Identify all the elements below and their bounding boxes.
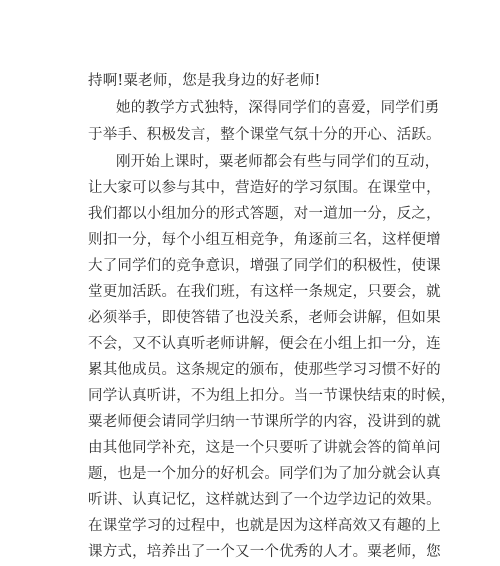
text-line: 题，也是一个加分的好机会。同学们为了加分就会认真 (88, 466, 441, 482)
text-line: 于举手、积极发言，整个课堂气氛十分的开心、活跃。 (88, 127, 441, 143)
text-line: 必须举手，即使答错了也没关系，老师会讲解，但如果 (88, 310, 441, 326)
text-line: 则扣一分，每个小组互相竞争，角逐前三名，这样便增 (88, 232, 441, 248)
text-line: 大了同学们的竞争意识，增强了同学们的积极性，使课 (88, 258, 441, 274)
text-line: 持啊!粟老师，您是我身边的好老师! (88, 73, 321, 89)
text-line: 累其他成员。这条规定的颁布，使那些学习习惯不好的 (88, 362, 441, 378)
paragraph-first-line: 刚开始上课时，粟老师都会有些与同学们的互动， (116, 154, 440, 170)
text-line: 堂更加活跃。在我们班，有这样一条规定，只要会，就 (88, 284, 441, 300)
text-line: 粟老师便会请同学归纳一节课所学的内容，没讲到的就 (88, 414, 441, 430)
text-line: 同学认真听讲，不为组上扣分。当一节课快结束的时候， (88, 388, 456, 404)
text-line: 我们都以小组加分的形式答题，对一道加一分，反之， (88, 206, 441, 222)
text-line: 听讲、认真记忆，这样就达到了一个边学边记的效果。 (88, 492, 441, 508)
text-line: 让大家可以参与其中，营造好的学习氛围。在课堂中， (88, 180, 441, 196)
paragraph-first-line: 她的教学方式独特，深得同学们的喜爱，同学们勇 (116, 100, 440, 116)
text-line: 在课堂学习的过程中，也就是因为这样高效又有趣的上 (88, 518, 441, 534)
text-line: 由其他同学补充，这是一个只要听了讲就会答的简单问 (88, 440, 441, 456)
text-line: 不会，又不认真听老师讲解，便会在小组上扣一分，连 (88, 336, 441, 352)
text-line: 课方式，培养出了一个又一个优秀的人才。粟老师，您 (88, 544, 441, 560)
